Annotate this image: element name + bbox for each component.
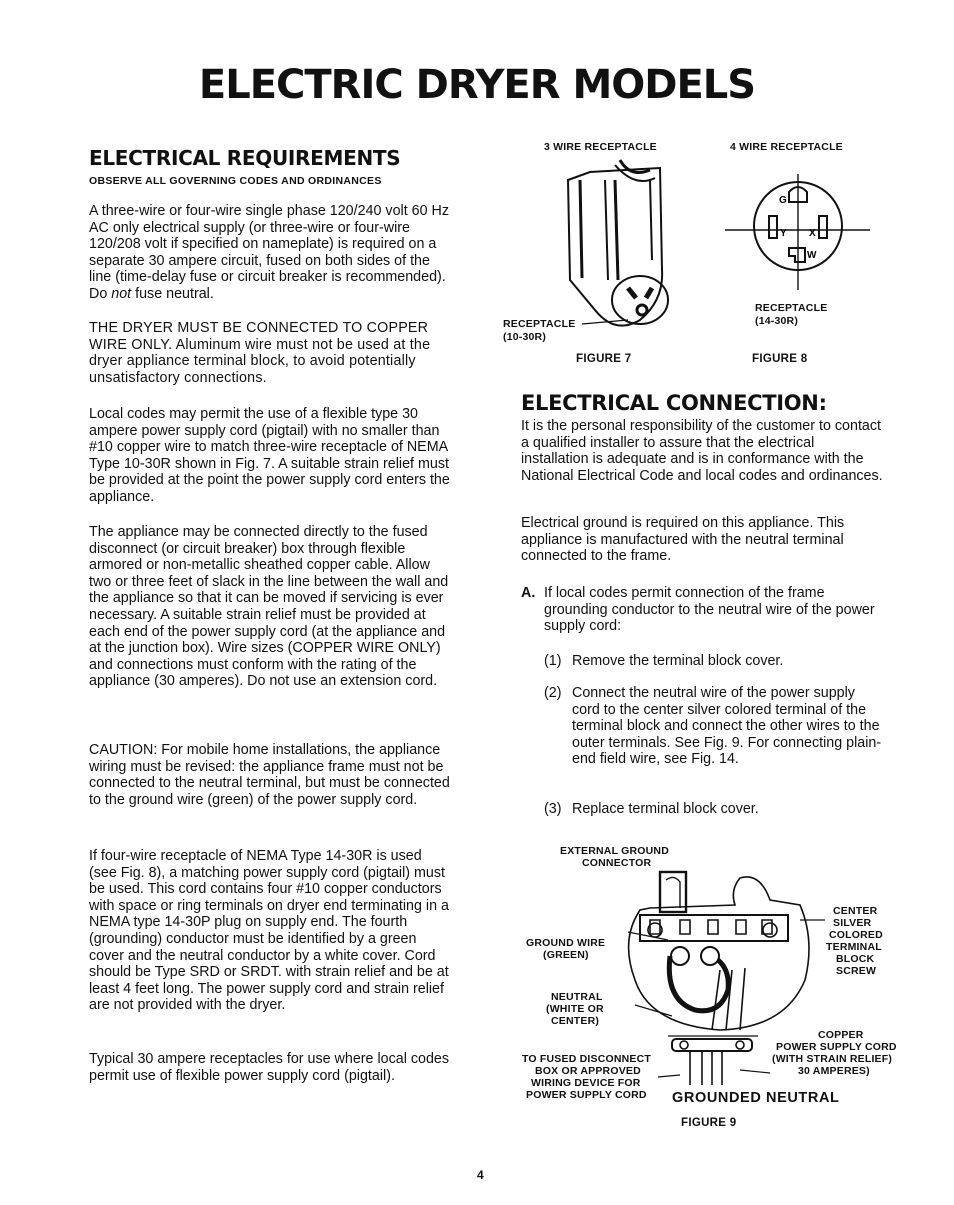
fig9-heading: GROUNDED NEUTRAL [672, 1090, 840, 1106]
connection-paragraph-2: Electrical ground is required on this appliance. This appliance is manufactured with the neutral terminal connected to the frame. [521, 515, 845, 565]
fig9-neutral-center: CENTER) [551, 1015, 600, 1027]
fig9-screw-label: SCREW [836, 965, 877, 977]
requirements-paragraph-1 [89, 203, 451, 303]
fig9-fused-disconnect-label: TO FUSED DISCONNECT [522, 1053, 652, 1065]
connection-paragraph-1: It is the personal responsibility of the customer to contact a qualified installer to assure that the electrical installation is adequate and is in conformance with the National Electrical Code and local codes and ordinances. [521, 418, 883, 484]
item-a-text: If local codes permit connection of the frame grounding conductor to the neutral wire of the power supply cord: [544, 585, 875, 635]
item-a-marker: A. [521, 585, 536, 601]
slot-w-label: W [807, 250, 817, 261]
slot-y-label: Y [780, 228, 787, 239]
fig9-neutral-white: (WHITE OR [546, 1003, 604, 1015]
page-title: ELECTRIC DRYER MODELS [198, 62, 756, 108]
power-cord-strain-relief-drawing [650, 1035, 770, 1090]
fig9-ground-wire-label: GROUND WIRE [526, 937, 606, 949]
step-1-text: Remove the terminal block cover. [572, 653, 784, 669]
fig9-silver-label: SILVER [833, 917, 872, 929]
fig9-connector-label: CONNECTOR [582, 857, 652, 869]
slot-g-label: G [779, 195, 787, 206]
fig9-copper-label: COPPER [818, 1029, 864, 1041]
fig9-wiring-device-label: WIRING DEVICE FOR [531, 1077, 641, 1089]
fig9-colored-label: COLORED [829, 929, 883, 941]
fig8-caption: FIGURE 8 [752, 353, 808, 365]
fig9-box-approved-label: BOX OR APPROVED [535, 1065, 641, 1077]
electrical-connection-heading: ELECTRICAL CONNECTION: [521, 391, 827, 415]
fig9-strain-relief-label: (WITH STRAIN RELIEF) [772, 1053, 893, 1065]
fig7-label-receptacle: RECEPTACLE [503, 318, 576, 330]
three-wire-receptacle-drawing [560, 160, 680, 340]
four-wire-receptacle-drawing [725, 170, 870, 290]
step-2-text: Connect the neutral wire of the power supply cord to the center silver colored terminal of the terminal block and connect the other wires to the outer terminals. See Fig. 9. For connecting plain-end field wire, see Fig. 14. [572, 685, 882, 768]
fig8-label-type: (14-30R) [755, 315, 799, 327]
fig9-center-label: CENTER [833, 905, 878, 917]
fig7-caption: FIGURE 7 [576, 353, 632, 365]
fig9-neutral-label: NEUTRAL [551, 991, 603, 1003]
fig9-block-label: BLOCK [836, 953, 875, 965]
fig8-title: 4 WIRE RECEPTACLE [730, 141, 843, 153]
fig7-title: 3 WIRE RECEPTACLE [544, 141, 657, 153]
fig9-terminal-label: TERMINAL [826, 941, 882, 953]
fig9-external-ground-label: EXTERNAL GROUND [560, 845, 669, 857]
codes-subheading: OBSERVE ALL GOVERNING CODES AND ORDINANCES [89, 175, 382, 187]
fig7-leader-line [580, 318, 630, 330]
step-2-marker: (2) [544, 685, 562, 701]
fig9-ground-wire-green: (GREEN) [543, 949, 589, 961]
requirements-paragraph-3: Local codes may permit the use of a flexible type 30 ampere power supply cord (pigtail) with no smaller than #10 copper wire to match three-wire receptacle of NEMA Type 10-30R shown in Fig. 7. A suitable strain relief must be provided at the point the power supply cord enters the appliance. [89, 406, 450, 505]
page-number: 4 [477, 1168, 484, 1182]
fig9-amperes-label: 30 AMPERES) [798, 1065, 870, 1077]
p1-end: fuse neutral. [135, 285, 214, 302]
fig9-caption: FIGURE 9 [681, 1117, 737, 1129]
p1-italic: not [111, 285, 132, 302]
requirements-paragraph-2: THE DRYER MUST BE CONNECTED TO COPPER WIRE ONLY. Aluminum wire must not be used at the dryer appliance terminal block, to avoid potentially unsatisfactory connections. [89, 320, 431, 386]
step-3-text: Replace terminal block cover. [572, 801, 759, 817]
p1-text: A three-wire or four-wire single phase 120/240 volt 60 Hz AC only electrical supply (or three-wire or four-wire 120/208 volt if specified on nameplate) is required on a separate 30 ampere circuit, fused on both sides of the line (time-delay fuse or circuit breaker is recommended). Do [89, 203, 449, 302]
requirements-paragraph-7: Typical 30 ampere receptacles for use where local codes permit use of flexible power supply cord (pigtail). [89, 1051, 449, 1084]
terminal-block-wiring-drawing [610, 860, 825, 1060]
step-1-marker: (1) [544, 653, 562, 669]
requirements-paragraph-4: The appliance may be connected directly to the fused disconnect (or circuit breaker) box through flexible armored or non-metallic sheathed copper cable. Allow two or three feet of slack in the line between the wall and the appliance so that it can be moved if servicing is ever necessary. A suitable strain relief must be provided at each end of the power supply cord (at the appliance and at the junction box). Wire sizes (COPPER WIRE ONLY) and connections must conform with the rating of the appliance (30 amperes). Do not use an extension cord. [89, 524, 449, 690]
electrical-requirements-heading: ELECTRICAL REQUIREMENTS [89, 146, 401, 170]
fig9-power-supply-cord-label: POWER SUPPLY CORD [526, 1089, 647, 1101]
fig8-label-receptacle: RECEPTACLE [755, 302, 828, 314]
slot-x-label: X [809, 228, 816, 239]
requirements-paragraph-6: If four-wire receptacle of NEMA Type 14-30R is used (see Fig. 8), a matching power supply cord (pigtail) must be used. This cord contains four #10 copper conductors with space or ring terminals on dryer end terminating in a NEMA type 14-30P plug on supply end. The fourth (grounding) conductor must be identified by a green cover and the neutral conductor by a white cover. Cord should be Type SRD or SRDT. with strain relief and be at least 4 feet long. The power supply cord and strain relief are not provided with the dryer. [89, 848, 449, 1014]
fig9-power-cord-label: POWER SUPPLY CORD [776, 1041, 897, 1053]
requirements-paragraph-5: CAUTION: For mobile home installations, the appliance wiring must be revised: the appliance frame must not be connected to the neutral terminal, but must be connected to the ground wire (green) of the power supply cord. [89, 742, 450, 808]
fig7-label-type: (10-30R) [503, 331, 547, 343]
step-3-marker: (3) [544, 801, 562, 817]
